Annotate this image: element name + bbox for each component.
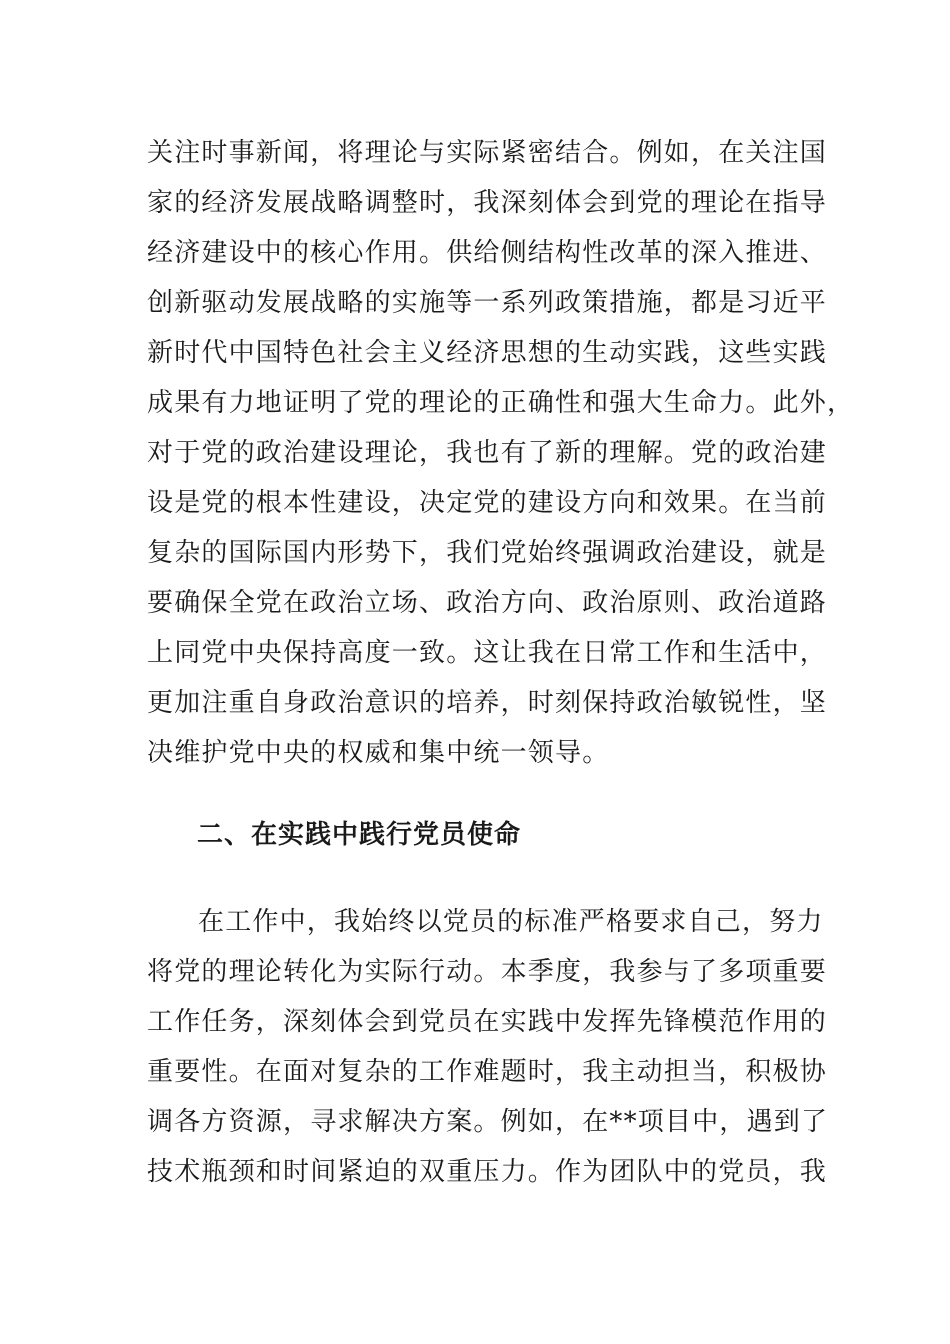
paragraph-line: 将党的理论转化为实际行动。本季度，我参与了多项重要 [147, 957, 828, 987]
paragraph-line: 重要性。在面对复杂的工作难题时，我主动担当，积极协 [147, 1057, 828, 1087]
paragraph-line: 对于党的政治建设理论，我也有了新的理解。党的政治建 [147, 438, 828, 468]
paragraph-line: 工作任务，深刻体会到党员在实践中发挥先锋模范作用的 [147, 1007, 828, 1037]
paragraph-line: 经济建设中的核心作用。供给侧结构性改革的深入推进、 [147, 238, 828, 268]
paragraph-line: 复杂的国际国内形势下，我们党始终强调政治建设，就是 [147, 538, 828, 568]
paragraph-line: 创新驱动发展战略的实施等一系列政策措施，都是习近平 [147, 288, 828, 318]
paragraph-line: 决维护党中央的权威和集中统一领导。 [147, 738, 610, 768]
paragraph-line: 更加注重自身政治意识的培养，时刻保持政治敏锐性，坚 [147, 688, 828, 718]
paragraph-line: 要确保全党在政治立场、政治方向、政治原则、政治道路 [147, 588, 828, 618]
paragraph-line: 技术瓶颈和时间紧迫的双重压力。作为团队中的党员，我 [147, 1157, 828, 1187]
paragraph-line: 成果有力地证明了党的理论的正确性和强大生命力。此外， [147, 388, 855, 418]
paragraph-line: 上同党中央保持高度一致。这让我在日常工作和生活中， [147, 638, 828, 668]
paragraph-line: 家的经济发展战略调整时，我深刻体会到党的理论在指导 [147, 188, 828, 218]
paragraph-line: 调各方资源，寻求解决方案。例如，在**项目中，遇到了 [147, 1107, 829, 1137]
paragraph-line: 关注时事新闻，将理论与实际紧密结合。例如，在关注国 [147, 138, 828, 168]
paragraph-line: 在工作中，我始终以党员的标准严格要求自己，努力 [198, 907, 824, 937]
section-heading: 二、在实践中践行党员使命 [197, 820, 522, 850]
paragraph-line: 设是党的根本性建设，决定党的建设方向和效果。在当前 [147, 488, 828, 518]
paragraph-line: 新时代中国特色社会主义经济思想的生动实践，这些实践 [147, 338, 828, 368]
